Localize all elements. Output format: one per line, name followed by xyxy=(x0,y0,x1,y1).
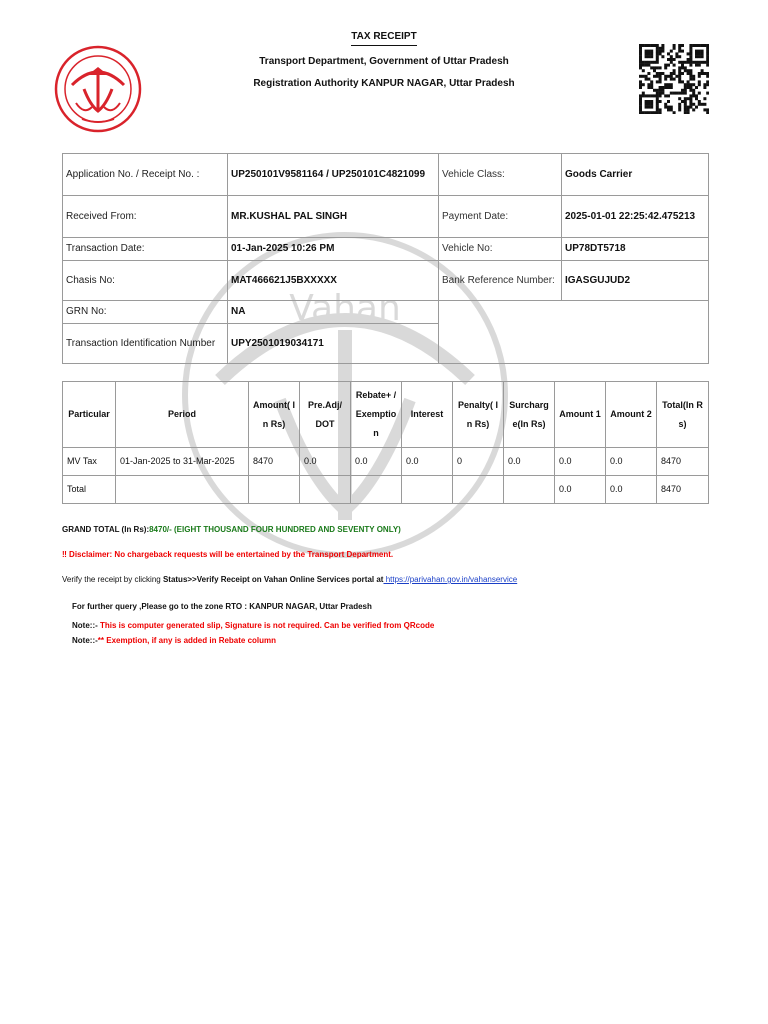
header-rebate: Rebate+ /Exemption xyxy=(351,382,402,448)
application-value: UP250101V9581164 / UP250101C4821099 xyxy=(228,154,439,196)
cell: 0.0 xyxy=(606,476,657,504)
transaction-date-value: 01-Jan-2025 10:26 PM xyxy=(228,238,439,261)
header-total: Total(In Rs) xyxy=(657,382,709,448)
verify-instructions xyxy=(62,575,517,584)
vehicle-class-value: Goods Carrier xyxy=(562,154,709,196)
header-particular: Particular xyxy=(63,382,116,448)
grand-total-label: GRAND TOTAL (In Rs): xyxy=(62,525,150,534)
disclaimer: ‼ Disclaimer: No chargeback requests will be entertained by the Transport Department. xyxy=(62,550,394,559)
header-amount: Amount( In Rs) xyxy=(249,382,300,448)
grand-total-value: 8470/- (EIGHT THOUSAND FOUR HUNDRED AND SEVENTY ONLY) xyxy=(149,525,401,534)
note-signature xyxy=(72,621,434,630)
cell xyxy=(504,476,555,504)
received-from-label: Received From: xyxy=(63,196,228,238)
cell: 0.0 xyxy=(555,448,606,476)
grand-total xyxy=(62,525,401,534)
receipt-title: TAX RECEIPT xyxy=(0,31,768,42)
cell xyxy=(351,476,402,504)
note-label: Note::- xyxy=(72,636,98,645)
header-amount-2: Amount 2 xyxy=(606,382,657,448)
further-query: For further query ,Please go to the zone RTO : KANPUR NAGAR, Uttar Pradesh xyxy=(72,602,372,611)
cell: 0.0 xyxy=(555,476,606,504)
payment-date-value: 2025-01-01 22:25:42.475213 xyxy=(562,196,709,238)
cell: 0.0 xyxy=(402,448,453,476)
cell: 8470 xyxy=(657,476,709,504)
cell: 0 xyxy=(453,448,504,476)
cell: 8470 xyxy=(657,448,709,476)
cell: 0.0 xyxy=(300,448,351,476)
bank-reference-value: IGASGUJUD2 xyxy=(562,261,709,301)
application-label: Application No. / Receipt No. : xyxy=(63,154,228,196)
vehicle-no-label: Vehicle No: xyxy=(439,238,562,261)
transaction-id-value: UPY2501019034171 xyxy=(228,324,439,364)
header-penalty: Penalty( In Rs) xyxy=(453,382,504,448)
watermark-text: Vahan xyxy=(289,288,401,329)
header-interest: Interest xyxy=(402,382,453,448)
chasis-value: MAT466621J5BXXXXX xyxy=(228,261,439,301)
note-text: ** Exemption, if any is added in Rebate column xyxy=(97,636,277,645)
vehicle-no-value: UP78DT5718 xyxy=(562,238,709,261)
header-period: Period xyxy=(116,382,249,448)
vehicle-class-label: Vehicle Class: xyxy=(439,154,562,196)
cell: 01-Jan-2025 to 31-Mar-2025 xyxy=(116,448,249,476)
header-pre-adj: Pre.Adj/ DOT xyxy=(300,382,351,448)
transaction-id-label: Transaction Identification Number xyxy=(63,324,228,364)
transaction-date-label: Transaction Date: xyxy=(63,238,228,261)
chasis-label: Chasis No: xyxy=(63,261,228,301)
cell xyxy=(249,476,300,504)
vahanservice-link[interactable]: https://parivahan.gov.in/vahanservice xyxy=(383,575,518,584)
cell xyxy=(116,476,249,504)
payment-date-label: Payment Date: xyxy=(439,196,562,238)
cell: 0.0 xyxy=(504,448,555,476)
registration-authority: Registration Authority KANPUR NAGAR, Uttar Pradesh xyxy=(253,78,515,89)
bank-reference-label: Bank Reference Number: xyxy=(439,261,562,301)
empty-cell xyxy=(439,301,709,364)
verify-steps: Status>>Verify Receipt on Vahan Online Services portal at xyxy=(162,575,384,584)
tax-details-table xyxy=(62,381,709,504)
cell xyxy=(402,476,453,504)
verify-prefix: Verify the receipt by clicking xyxy=(62,575,163,584)
cell: Total xyxy=(63,476,116,504)
cell xyxy=(300,476,351,504)
receipt-info-table xyxy=(62,153,709,364)
header-amount-1: Amount 1 xyxy=(555,382,606,448)
note-label: Note::- xyxy=(72,621,100,630)
header-surcharge: Surcharge(In Rs) xyxy=(504,382,555,448)
cell xyxy=(453,476,504,504)
received-from-value: MR.KUSHAL PAL SINGH xyxy=(228,196,439,238)
grn-label: GRN No: xyxy=(63,301,228,324)
table-row xyxy=(63,448,709,476)
tax-header-row xyxy=(63,382,709,448)
table-row xyxy=(63,476,709,504)
cell: 0.0 xyxy=(606,448,657,476)
cell: 8470 xyxy=(249,448,300,476)
cell: 0.0 xyxy=(351,448,402,476)
cell: MV Tax xyxy=(63,448,116,476)
note-exemption xyxy=(72,636,276,645)
grn-value: NA xyxy=(228,301,439,324)
note-text: This is computer generated slip, Signature is not required. Can be verified from QRcode xyxy=(100,621,435,630)
department-name: Transport Department, Government of Uttar Pradesh xyxy=(259,56,509,67)
